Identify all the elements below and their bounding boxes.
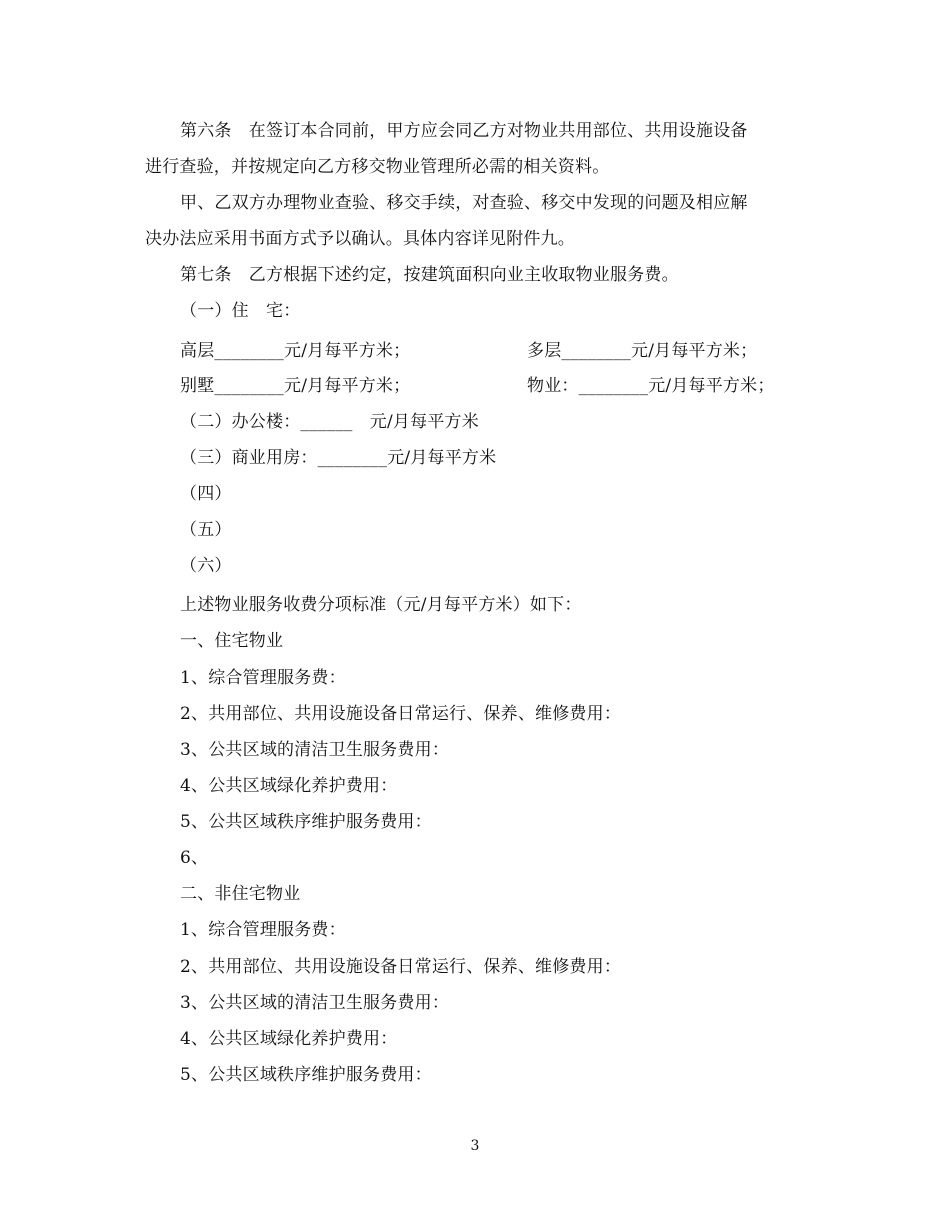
list-item: 3、公共区域的清洁卫生服务费用：: [180, 993, 450, 1013]
commercial-fee: （三）商业用房：________元/月每平方米: [180, 448, 497, 468]
fee-item-5: （五）: [180, 520, 232, 540]
list-item: 5、公共区域秩序维护服务费用：: [180, 812, 432, 832]
list-item: 3、公共区域的清洁卫生服务费用：: [180, 740, 450, 760]
list-item: 1、综合管理服务费：: [180, 668, 346, 688]
non-residential-heading: 二、非住宅物业: [180, 884, 301, 904]
list-item: 2、共用部位、共用设施设备日常运行、保养、维修费用：: [180, 704, 622, 724]
high-rise-fee: 高层________元/月每平方米；: [180, 341, 411, 361]
residential-fee-heading: （一）住 宅：: [180, 301, 301, 321]
article6-line1: 第六条 在签订本合同前，甲方应会同乙方对物业共用部位、共用设施设备: [180, 121, 748, 141]
handover-line1: 甲、乙双方办理物业查验、移交手续，对查验、移交中发现的问题及相应解: [180, 193, 748, 213]
list-item: 4、公共区域绿化养护费用：: [180, 776, 398, 796]
list-item: 6、: [180, 848, 209, 868]
multi-storey-fee: 多层________元/月每平方米；: [527, 341, 758, 361]
office-fee: （二）办公楼：______ 元/月每平方米: [180, 412, 479, 432]
property-fee: 物业：________元/月每平方米；: [527, 376, 775, 396]
page-number: 3: [470, 1138, 480, 1154]
villa-fee: 别墅________元/月每平方米；: [180, 376, 411, 396]
fee-item-6: （六）: [180, 556, 232, 576]
fee-item-4: （四）: [180, 484, 232, 504]
article7-intro: 第七条 乙方根据下述约定，按建筑面积向业主收取物业服务费。: [180, 265, 679, 285]
breakdown-intro: 上述物业服务收费分项标准（元/月每平方米）如下：: [180, 595, 582, 615]
list-item: 4、公共区域绿化养护费用：: [180, 1029, 398, 1049]
list-item: 1、综合管理服务费：: [180, 920, 346, 940]
handover-line2: 决办法应采用书面方式予以确认。具体内容详见附件九。: [145, 229, 575, 249]
list-item: 5、公共区域秩序维护服务费用：: [180, 1065, 432, 1085]
residential-heading: 一、住宅物业: [180, 631, 284, 651]
list-item: 2、共用部位、共用设施设备日常运行、保养、维修费用：: [180, 957, 622, 977]
article6-line2: 进行查验，并按规定向乙方移交物业管理所必需的相关资料。: [145, 157, 610, 177]
